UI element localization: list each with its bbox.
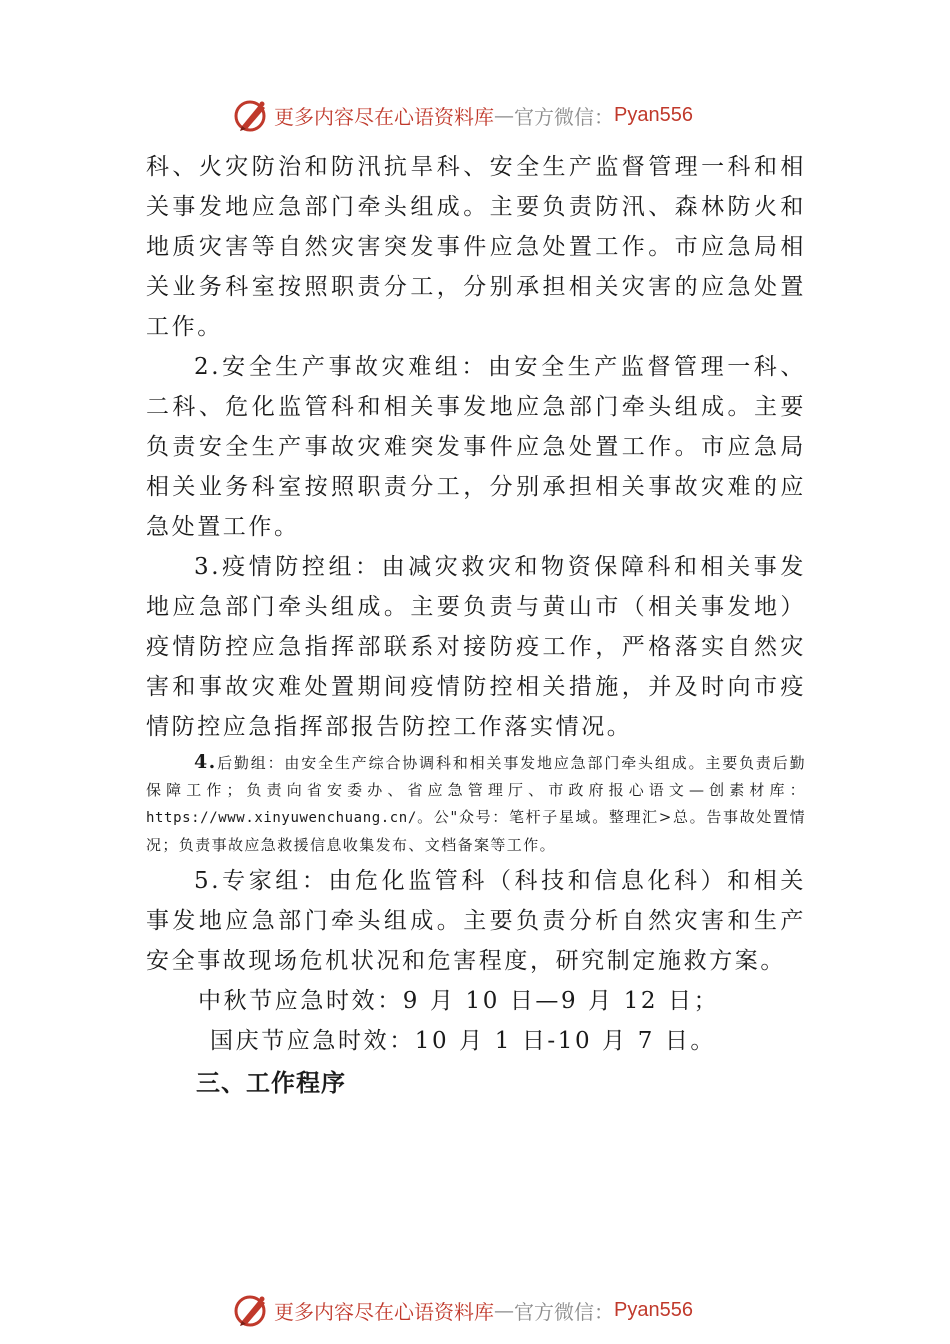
watermark-banner-bottom [232, 1290, 693, 1330]
paragraph-5: 5.专家组：由危化监管科（科技和信息化科）和相关事发地应急部门牵头组成。主要负责分析自然灾害和生产安全事故现场危机状况和危害程度，研究制定施救方案。 [146, 868, 806, 974]
watermark-label: 官方微信： [514, 104, 614, 129]
pen-logo-icon [232, 96, 272, 134]
paragraph-4-text-a: 后勤组：由安全生产综合协调科和相关事发地应急部门牵头组成。主要负责后勤保障工作；负责向省安委办、省应急管理厅、市政府报心语文—创素材库： [146, 754, 806, 799]
section-heading: 三、工作程序 [196, 1069, 346, 1097]
watermark-label: 官方微信： [514, 1299, 614, 1324]
watermark-brand: 更多内容尽在心语资料库 [274, 1299, 494, 1324]
pen-logo-icon [232, 1291, 272, 1329]
paragraph-4 [146, 749, 806, 859]
mid-autumn-period: 中秋节应急时效：9 月 10 日—9 月 12 日； [198, 988, 720, 1014]
paragraph-2: 2.安全生产事故灾难组：由安全生产监督管理一科、二科、危化监管科和相关事发地应急部门牵头组成。主要负责安全生产事故灾难突发事件应急处置工作。市应急局相关业务科室按照职责分工，分别承担相关事故灾难的应急处置工作。 [146, 354, 806, 540]
watermark-brand: 更多内容尽在心语资料库 [274, 104, 494, 129]
watermark-dash: — [494, 103, 514, 127]
watermark-wechat-id: Pyan556 [614, 1298, 693, 1321]
watermark-banner-top [232, 95, 693, 135]
national-day-period: 国庆节应急时效：10 月 1 日-10 月 7 日。 [210, 1028, 717, 1054]
paragraph-4-number: 4. [194, 751, 217, 773]
paragraph-1: 科、火灾防治和防汛抗旱科、安全生产监督管理一科和相关事发地应急部门牵头组成。主要负责防汛、森林防火和地质灾害等自然灾害突发事件应急处置工作。市应急局相关业务科室按照职责分工，分别承担相关灾害的应急处置工作。 [146, 154, 806, 340]
paragraph-4-text-b: 。公"众号：笔杆子星域。整理汇>总。告事故处置情况；负责事故应急救援信息收集发布、文档备案等工作。 [146, 808, 806, 854]
paragraph-3: 3.疫情防控组：由减灾救灾和物资保障科和相关事发地应急部门牵头组成。主要负责与黄山市（相关事发地）疫情防控应急指挥部联系对接防疫工作，严格落实自然灾害和事故灾难处置期间疫情防控相关措施，并及时向市疫情防控应急指挥部报告防控工作落实情况。 [146, 554, 806, 740]
watermark-dash: — [494, 1298, 514, 1322]
document-body [146, 147, 806, 1105]
paragraph-4-url: https://www.xinyuwenchuang.cn/ [146, 810, 417, 826]
watermark-wechat-id: Pyan556 [614, 103, 693, 126]
